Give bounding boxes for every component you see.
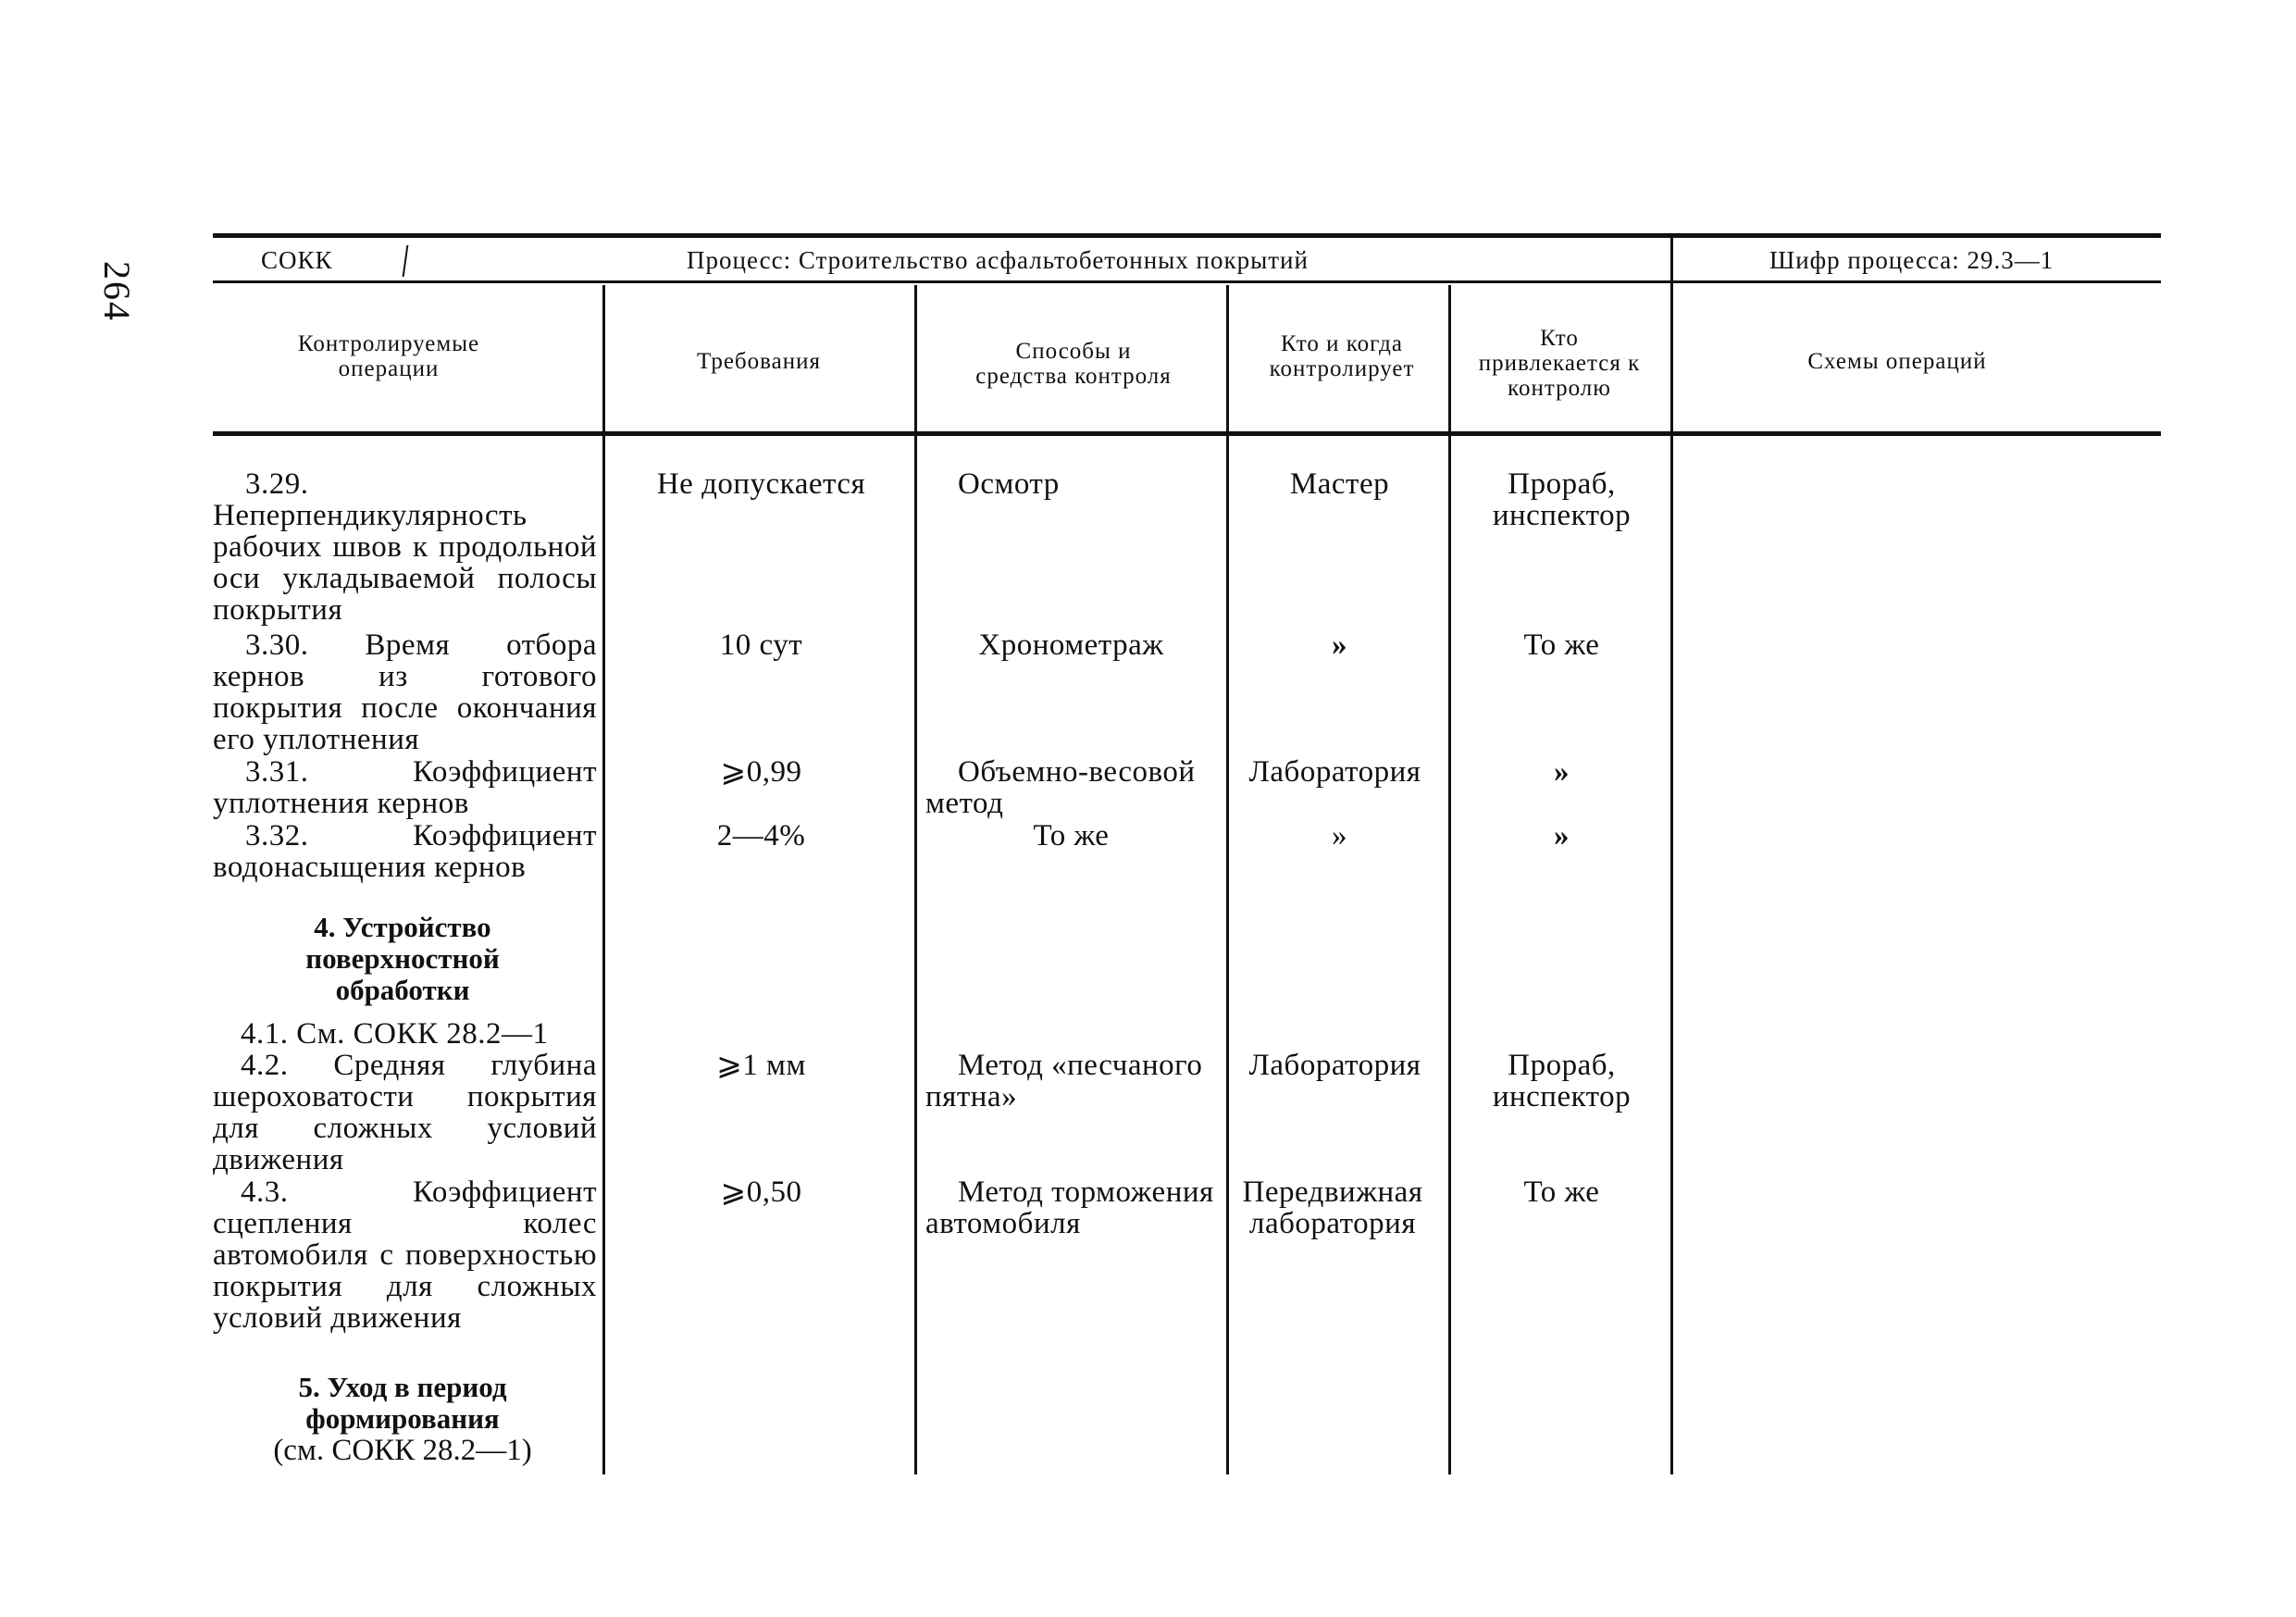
header-process: Процесс: Строительство асфальтобетонных покрытий xyxy=(687,246,1309,274)
row-3-30-operation: 3.30. Время отбора кернов из готового покрытия после окончания его уплотнения xyxy=(213,628,597,756)
col-methods: Способы и средства контроля xyxy=(975,338,1172,389)
col-operations: Контролируемые операции xyxy=(297,331,480,381)
section-5-title: 5. Уход в период формирования xyxy=(298,1371,507,1435)
page-number: 264 xyxy=(96,261,138,322)
header-code: Шифр процесса: 29.3—1 xyxy=(1769,246,2054,274)
col-line-2 xyxy=(914,285,917,1474)
section-4-title: 4. Устройство поверхностной обработки xyxy=(305,911,500,1006)
col-involved: Кто привлекается к контролю xyxy=(1478,326,1641,401)
header-sokk: СОКК xyxy=(261,246,333,274)
row-3-30-who: » xyxy=(1332,628,1347,662)
col-line-3 xyxy=(1226,285,1229,1474)
row-3-30-involved: То же xyxy=(1523,628,1600,662)
header-sokk-divider xyxy=(403,245,409,277)
row-3-31-requirement: ⩾0,99 xyxy=(720,755,802,789)
row-3-29-who: Мастер xyxy=(1289,467,1390,501)
row-4-2-requirement: ⩾1 мм xyxy=(716,1049,806,1082)
row-4-3-who: Передвижная лаборатория xyxy=(1242,1175,1423,1240)
row-4-2-operation: 4.2. Средняя глубина шероховатости покрытия для сложных условий движения xyxy=(213,1049,597,1176)
col-line-5 xyxy=(1670,233,1673,1474)
row-4-2-involved: Прораб, инспектор xyxy=(1492,1049,1632,1113)
section-5-block xyxy=(241,1372,565,1466)
row-3-30-requirement: 10 сут xyxy=(719,628,803,662)
row-3-31-operation: 3.31. Коэффициент уплотнения кернов xyxy=(213,755,597,820)
col-requirements: Требования xyxy=(697,348,821,374)
row-3-32-who: » xyxy=(1332,819,1347,852)
row-3-29-method: Осмотр xyxy=(958,467,1060,501)
row-3-29-requirement: Не допускается xyxy=(656,467,866,501)
header-bottom-border xyxy=(213,431,2161,436)
col-line-1 xyxy=(602,285,605,1474)
section-5-note: (см. СОКК 28.2—1) xyxy=(273,1434,532,1467)
row-4-2-method: Метод «песчаного пятна» xyxy=(925,1049,1203,1113)
row-3-32-operation: 3.32. Коэффициент водонасыщения кернов xyxy=(213,819,597,884)
row-3-31-who: Лаборатория xyxy=(1248,755,1421,789)
col-who-when: Кто и когда контролирует xyxy=(1269,331,1415,381)
row-3-32-requirement: 2—4% xyxy=(716,819,806,852)
row-4-1-operation: 4.1. См. СОКК 28.2—1 xyxy=(241,1017,549,1051)
row-4-2-who: Лаборатория xyxy=(1248,1049,1421,1082)
row-3-29-involved: Прораб, инспектор xyxy=(1492,467,1632,532)
header-divider xyxy=(213,280,2161,283)
row-3-31-method: Объемно-весовой метод xyxy=(925,755,1196,820)
table-top-border xyxy=(213,233,2161,238)
row-3-30-method: Хронометраж xyxy=(978,628,1164,662)
row-4-3-operation: 4.3. Коэффициент сцепления колес автомобиля с поверхностью покрытия для сложных условий движения xyxy=(213,1175,597,1335)
row-3-32-method: То же xyxy=(1033,819,1110,852)
row-3-32-involved: » xyxy=(1554,819,1570,852)
row-4-3-method: Метод торможения автомобиля xyxy=(925,1175,1214,1240)
row-4-3-requirement: ⩾0,50 xyxy=(720,1175,802,1209)
row-4-3-involved: То же xyxy=(1523,1175,1600,1209)
row-3-31-involved: » xyxy=(1554,755,1570,789)
col-schemes: Схемы операций xyxy=(1807,348,1987,374)
row-3-29-operation: 3.29. Неперпендикулярность рабочих швов к продольной оси укладываемой полосы покрытия xyxy=(213,467,597,627)
col-line-4 xyxy=(1448,285,1451,1474)
